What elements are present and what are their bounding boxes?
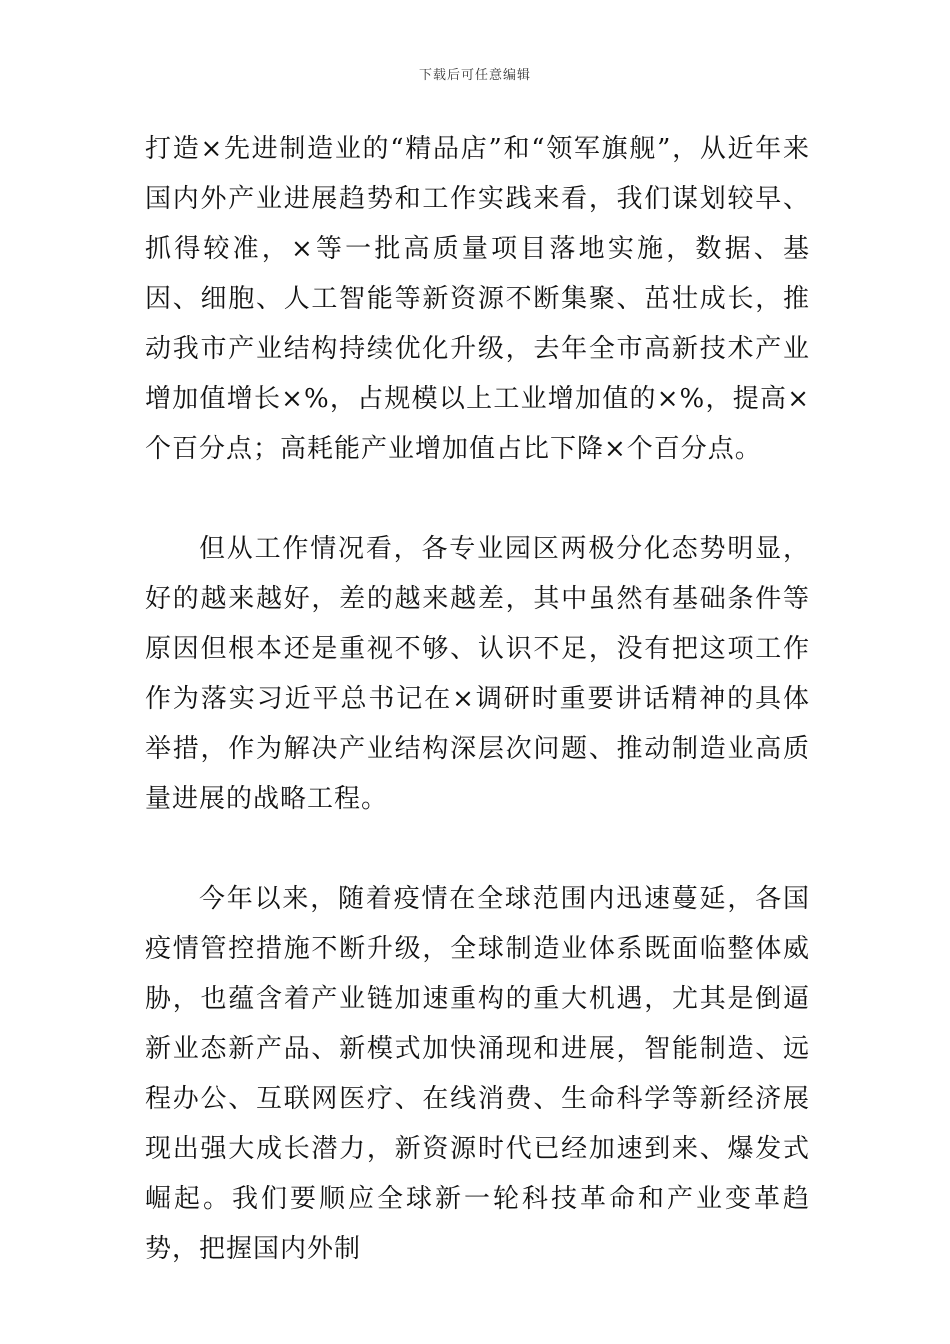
paragraph-1: 打造×先进制造业的“精品店”和“领军旗舰”，从近年来国内外产业进展趋势和工作实践来看，我们谋划较早、抓得较准，×等一批高质量项目落地实施，数据、基因、细胞、人工智能等新资源不断集聚、茁壮成长，推动我市产业结构持续优化升级，去年全市高新技术产业增加值增长×%，占规模以上工业增加值的×%，提高×个百分点；高耗能产业增加值占比下降×个百分点。	[145, 134, 810, 464]
paragraph-3: 今年以来，随着疫情在全球范围内迅速蔓延，各国疫情管控措施不断升级，全球制造业体系既面临整体威胁，也蕴含着产业链加速重构的重大机遇，尤其是倒逼新业态新产品、新模式加快涌现和进展，智能制造、远程办公、互联网医疗、在线消费、生命科学等新经济展现出强大成长潜力，新资源时代已经加速到来、爆发式崛起。我们要顺应全球新一轮科技革命和产业变革趋势，把握国内外制	[145, 884, 810, 1264]
document-body	[145, 124, 810, 1274]
paragraph-2: 但从工作情况看，各专业园区两极分化态势明显，好的越来越好，差的越来越差，其中虽然有基础条件等原因但根本还是重视不够、认识不足，没有把这项工作作为落实习近平总书记在×调研时重要讲话精神的具体举措，作为解决产业结构深层次问题、推动制造业高质量进展的战略工程。	[145, 534, 810, 814]
page-header-note: 下载后可任意编辑	[418, 68, 531, 83]
